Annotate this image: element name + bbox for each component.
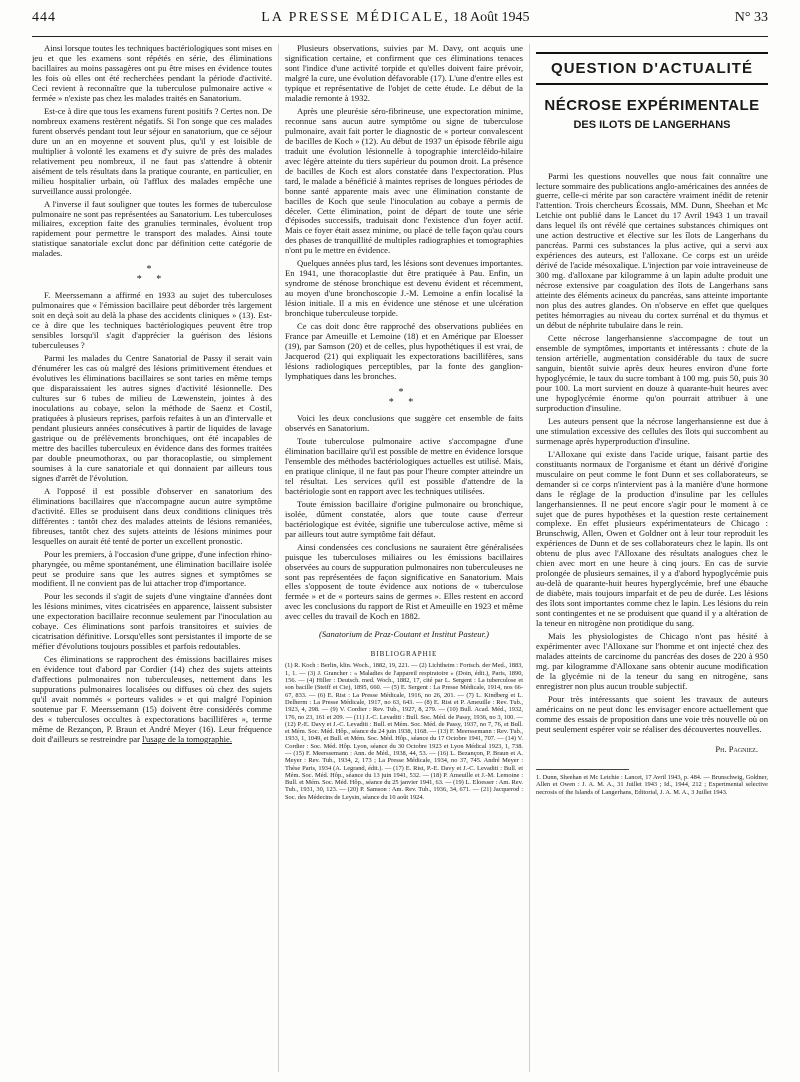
text-run: Ces éliminations se rapprochent des émissions bacillaires mises en évidence tout d'abord par Cordier (14) chez des sujets atteints d'affections pulmonaires non tuberculeuses, nettement dans les suppurations pulmonaires localisées ou diffuses où chez des sujets qu'il avait nommés « porteurs valides » et qui malgré l'opinion soutenue par F. Meerssemann (15) doivent être considérés comme des « tuberculoses occultes à expectorations bacillifères », terme même de Rezançon, P. Braun et André Meyer (16). Leur fréquence doit d'ailleurs se restreindre par — [32, 654, 272, 744]
page-header — [32, 10, 768, 37]
paragraph: Pour très intéressants que soient les travaux de auteurs américains on ne peut donc les envisager encore actuellement que comme des essais de proposition dans une voie très nouvelle où on peut seulement espérer voir se réaliser des découvertes nouvelles. — [536, 693, 768, 734]
paragraph: Les auteurs pensent que la nécrose langerhansienne est due à une stimulation excessive des cellules des îlots qui succombent au surmenage après hyperproduction d'insuline. — [536, 415, 768, 446]
section-separator: * * * — [388, 386, 420, 408]
underlined-text: l'usage de la tomographie. — [142, 734, 232, 744]
paragraph: Est-ce à dire que tous les examens furent positifs ? Certes non. De nombreux examens restèrent négatifs. Si l'on songe que ces malades furent observés pendant tout leur séjour en sanatorium, que ce séjour dure un an en moyenne et souvent plus, qu'il y est loisible de multiplier à volonté les examens et d'y suivre de près des malades relativement peu nombreux, il ne faut pas s'attendre à obtenir aisément de tels résultats dans la pratique courante, en particulier, en milieu hospitalier urbain, où l'afflux des malades empêche une surveillance aussi prolongée. — [32, 105, 272, 196]
paragraph: L'Alloxane qui existe dans l'acide urique, faisant partie des constituants normaux de l'organisme et étant un dérivé d'origine musculaire on peut comme le font Dunn et ses collaborateurs, se demander si ce corps n'intervient pas à la manière d'une hormone dans le réglage de la production d'insuline par les cellules langerhansiennes. Il ne peut encore s'agir pour le moment à ce sujet que de pures hypothèses et la question reste certainement complexe. En effet plusieurs expérimentateurs de Chicago : Brunschwig, Allen, Owen et Goldner ont à leur tour reproduit les expériences de Dunn et de ses collaborateurs chez le lapin. Ils ont obtenu de plus avec l'Alloxane des résultats analogues chez le chien avec mort en une heure à cinq jours. En cas de survie prolongée de plusieurs semaines, il y a d'abord hypoglycémie puis au-delà de quarante-huit heures hyperglycémie, bref une ébauche de diabète, mais toujours imparfait et de peu de durée. Les lésions des îlots sont importantes comme chez le lapin. Les lésions du rein sont contingentes et ne se produisent que quand il y a altération de la teneur en nitrogène non protidique du sang. — [536, 448, 768, 629]
running-title — [261, 10, 529, 26]
paragraph: Ainsi lorsque toutes les techniques bactériologiques sont mises en jeu et que les examens sont répétés en série, des éliminations bacillaires au moins passagères ont pu être mises en évidence toutes les fois où elles ont été recherchées pendant la période d'activité. Ceci revient à reconnaître que la tuberculose pulmonaire active « fermée » n'existe pas chez les malades traités en Sanatorium. — [32, 44, 272, 103]
paragraph: A l'opposé il est possible d'observer en sanatorium des éliminations bacillaires que n'accompagne aucun autre symptôme d'activité. Elles se produisent dans deux conditions cliniques très différentes : tantôt chez des malades atteints de lésions remaniées, fibreuses, tantôt chez des sujets atteints de lésions minimes pour lesquelles on aurait été tenté de porter un excellent pronostic. — [32, 485, 272, 546]
section-separator: * * * — [136, 264, 168, 286]
paragraph: Quelques années plus tard, les lésions sont devenues importantes. En 1941, une thoracoplastie dut être pratiquée à Pau. Enfin, un syndrome de sténose bronchique est devenu évident et récemment, au moyen d'une bronchoscopie J.-M. Lemoine a enfin localisé la lésion initiale. Il a mis en évidence une sténose et une ulcération bronchique tuberculeuse torpide. — [285, 258, 523, 319]
paragraph: Parmi les malades du Centre Sanatorial de Passy il serait vain d'énumérer les cas où malgré des lésions primitivement étendues et évolutives les éliminations bacillaires se sont taries en même temps que disparaissaient les autres signes d'activité lésionnelle. Des cultures sur 6 tubes de milieu de Lœwenstein, jointes à des inoculations au cobaye, selon la méthode de Saenz et Costil, pratiquées à plusieurs reprises, parfois refaites à un an d'intervalle et pendant plusieurs années consécutives à partir de liquides de lavage gastrique ou de prélèvements bronchiques, ont été incapables de mettre des bacilles tuberculeux en évidence dans des formes traitées par double pneumothorax, ou par thoracoplastie, ou simplement soumises à la cure sanatoriale et qui donnaient par ailleurs tous signes d'arrêt de l'évolution. — [32, 353, 272, 483]
affiliation: (Sanatorium de Praz-Coutant et Institut Pasteur.) — [319, 629, 489, 640]
column-right — [536, 44, 768, 1072]
paragraph: Voici les deux conclusions que suggère cet ensemble de faits observés en Sanatorium. — [285, 412, 523, 433]
issue-number: N° 33 — [734, 10, 768, 25]
column-divider — [278, 44, 279, 1072]
paragraph: Mais les physiologistes de Chicago n'ont pas hésité à expérimenter avec l'Alloxane sur l'homme et ont injecté chez des malades atteints de carcinome du pancréas des doses de 220 à 950 mg. par kilogramme d'Alloxane sans obtenir aucune modification de la glycémie ni de la teneur du sang en nitrogène, sans enregistrer non plus aucun trouble subjectif. — [536, 631, 768, 691]
section-heading: QUESTION D'ACTUALITÉ — [536, 52, 768, 85]
column-left — [32, 44, 272, 1072]
paragraph: Après une pleurésie séro-fibrineuse, une expectoration minime, reconnue sans aucun autre symptôme ou signe de tuberculose pulmonaire, avait fait porter le diagnostic de « porteur convalescent de bacilles de Koch » (12). Au début de 1937 un épisode fébrile aigu traduit une évolution lésionnelle à topographie intercléido-hilaire avec légère atteinte du tiers supérieur du poumon droit. La présence de bacilles de Koch est alors constatée dans l'expectoration. Plus tard, le malade a bénéficié à maintes reprises de longues périodes de bonne santé apparente mais avec une élimination constante de bacilles de Koch que seule l'inoculation au cobaye a permis de déceler. Cette élimination, point de départ de toute une série d'épisodes successifs, traduisait donc l'existence d'un foyer actif. Mais ce foyer était assez minime, ou placé de telle façon qu'au cours des phases de tranquillité de multiples radiographies et tomographies n'ont pu le mettre en évidence. — [285, 105, 523, 256]
paragraph — [32, 655, 272, 745]
column-divider — [529, 44, 530, 1072]
paragraph: Plusieurs observations, suivies par M. Davy, ont acquis une signification certaine, et confirment que ces éliminations tenaces sont l'indice d'une activité torpide et qu'elles doivent faire prévoir, malgré la cure, une évolution défavorable (17). L'une d'entre elles est typique et représentative de l'objet de cette étude. Le début de la maladie remonte à 1932. — [285, 44, 523, 103]
article-subtitle: DES ILOTS DE LANGERHANS — [573, 118, 731, 131]
issue-date: 18 Août 1945 — [453, 10, 530, 25]
paragraph: Ainsi condensées ces conclusions ne sauraient être généralisées puisque les tuberculoses miliaires ou les émissions bacillaires observées au cours de suppuration pulmonaires non tuberculeuses ne sont pas représentées de façon significative en Sanatorium. Mais elles s'opposent de toute évidence aux notions de « tuberculose fermée » et de « porteurs sains de germes ». Elles restent en accord avec les conclusions du rapport de Rist et Ameuille en 1923 et même avec celles du travail de Koch en 1882. — [285, 541, 523, 622]
paragraph: Pour les seconds il s'agit de sujets d'une vingtaine d'années dont les lésions minimes, vites cicatrisées en apparence, laissent subsister une expectoration bacillaire reconnue seulement par l'inoculation au cobaye. Ces éliminations sont parfois transitoires et suivies de cicatrisation définitive. Lorsqu'elles sont persistantes il importe de se méfier d'évolutions toujours possibles et parfois redoutables. — [32, 591, 272, 652]
article-title: NÉCROSE EXPÉRIMENTALE — [544, 97, 760, 115]
bibliography: (1) R. Koch : Berlin, klin. Woch., 1882, 19, 221. — (2) Lichtheim : Fortsch. der Med., 1883, 1, 1. — (3) J. Grancher : « Maladies de l'appareil respiratoire » (Doin, édit.), Paris, 1890, 156. — (4) Hiller : Deutsch. med. Woch., 1882, 17, cité par L. Sergent : La tuberculose et son bacille (Steiff et Cie), 1895, 660. — (5) E. Sergent : La Presse Médicale, 1914, nos 66-67, 833. — (6) E. Rist : La Presse Médicale, 1916, no 26, 201. — (7) L. Kindberg et L. Delherm : La Presse Médicale, 1917, no 63, 643. — (8) E. Rist et P. Ameuille : Rev. Tub., 1923, 4, 298. — (9) V. Cordier : Rev. Tub., 1927, 8, 279. — (10) Bull. Acad. Méd., 1932, 176, no 23, 161 et 209. — (11) J.-C. Levaditi : Bull. Soc. Méd. de Passy, 1936, no 3, 100. — (12) P.-E. Davy et J.-C. Levaditi : Bull. et Mém. Soc. Méd. de Passy, 1937, no 7, 76, et Bull. et Mém. Soc. Méd. Hôp., séance du 24 juin 1938, 1168. — (13) F. Meerssemann : Rev. Tub., 1933, 1, 1049, et Bull. et Mém. Soc. Méd. Hôp., séance du 17 Octobre 1941, 707. — (14) V. Cordier : Soc. Méd. Hôp. Lyon, séance du 30 Octobre 1923 et Lyon Médical 1923, 1, 738. — (15) F. Meerssemann : Ann. de Méd., 1938, 44, 53. — (16) L. Bezançon, P. Braun et A. Meyer : Rev. Tub., 1934, 2, 173 ; La Presse Médicale, 1934, no 37, 745. André Meyer : Thèse Paris, 1934 (A. Legrand, édit.). — (17) E. Rist, P.-E. Davy et J.-C. Levaditi : Bull. et Mém. Soc. Méd. Hôp., séance du 13 juin 1941, 532. — (18) P. Ameuille et J.-M. Lemoine : Bull. et Mém. Soc. Méd. Hôp., séance du 25 janvier 1941, 63. — (19) L. Eloesser : Am. Rev. Tub., 1931, 30, 123. — (20) P. Samson : Am. Rev. Tub., 1936, 34, 671. — (21) Jacquerod : Soc. des Médecins de Leysin, séance du 10 août 1924. — [285, 662, 523, 801]
footnotes: 1. Dunn, Sheehan et Mc Letchie : Lancet, 17 Avril 1943, p. 484. — Brunschwig, Goldner, Allen et Owen : J. A. M. A., 31 Juillet 1943 ; Id., 1944, 212 ; Experimental selective necrosis of the Islands of Langerhans, Editorial, J. A. M. A., 3 Juillet 1943. — [536, 773, 768, 796]
journal-name: LA PRESSE MÉDICALE, — [261, 10, 450, 25]
paragraph: A l'inverse il faut souligner que toutes les formes de tuberculose pulmonaire ne sont pas représentées au Sanatorium. Les tuberculoses miliaires, exception faite des granulies terminales, évoluent trop rapidement pour permettre le transport des malades. Ainsi toute statistique sanatoriale exclut donc par définition cette catégorie de malades. — [32, 198, 272, 259]
bibliography-heading: BIBLIOGRAPHIE — [370, 650, 438, 659]
paragraph: Pour les premiers, à l'occasion d'une grippe, d'une infection rhino-pharyngée, ou même spontanément, une élimination bacillaire isolée peut se produire sans que les autres signes et symptômes se modifient. Il ne convient pas de lui attacher trop d'importance. — [32, 548, 272, 589]
paragraph: Ce cas doit donc être rapproché des observations publiées en France par Ameuille et Lemoine (18) et en Amérique par Eloesser (19), par Samson (20) et de celles, plus hypothétiques il est vrai, de Jacquerod (21) qui expliquait les expectorations bacillifères, sans lésions radiologiques perceptibles, par la fonte des ganglion-lymphatiques dans les bronches. — [285, 321, 523, 381]
paragraph: F. Meerssemann a affirmé en 1933 au sujet des tuberculoses pulmonaires que « l'émission bacillaire peut déborder très largement soit en deçà soit au delà la phase des accidents cliniques » (13). Est-ce à dire que les techniques bactériologiques peuvent être trop sensibles lorsqu'il s'agit d'apprécier la guérison des lésions tuberculeuses ? — [32, 290, 272, 351]
author-signature: Ph. Pagniez. — [715, 743, 758, 754]
paragraph: Toute tuberculose pulmonaire active s'accompagne d'une élimination bacillaire qu'il est possible de mettre en évidence lorsque l'ensemble des méthodes bactériologiques actuelles est utilisé. Mais, en pratique clinique, il ne faut pas pour l'heure compter atteindre un tel résultat. Les services qu'il est possible d'attendre de la bactériologie sont en rapport avec les techniques utilisées. — [285, 435, 523, 496]
paragraph: Parmi les questions nouvelles que nous fait connaître une lecture sommaire des publications anglo-américaines des années de guerre, celle-ci mérite par son caractère vraiment inédit de retenir l'attention. Trois chercheurs Écossais, MM. Dunn, Sheehan et Mc Letchie ont publié dans le Lancet du 17 Avril 1943 1 un travail dans lequel ils ont révélé que certaines substances chimiques ont une action destructive et élective sur les îlots de Langerhans du pancréas. Parmi ces substances la plus active, qui a servi aux expériences des auteurs, est l'alloxane. Ce corps est un uréide dérivé de l'acide mésoxalique. L'injection par voie intraveineuse de 300 mg. d'alloxane par kilogramme à un lapin adulte produit une nécrose extensive par coagulation des îlots de Langerhans sans atteinte des éléments acineux du pancréas, sans atteinte importante non plus des autres glandes. On n'observe en effet que quelques petites hémorragies au niveau du cortex surrénal et du thymus et un début de néphrite tubulaire dans le rein. — [536, 170, 768, 331]
paragraph: Toute émission bacillaire d'origine pulmonaire ou bronchique, isolée, dûment constatée, alors que toute cause d'erreur bactériologique est évitée, signifie une tuberculose active, même si par ailleurs tout autre symptôme fait défaut. — [285, 498, 523, 539]
paragraph: Cette nécrose langerhansienne s'accompagne de tout un ensemble de symptômes, importants et intéressants : chute de la tension artérielle, augmentation considérable du taux de sucre sanguin, bientôt suivie après deux heures environ d'une forte hypoglycémie, le taux du sucre tombant à 100 mg. puis 50, puis 30 pour 100. La mort survient en douze à quarante-huit heures avec une hypoglycémie énorme qu'on pourrait attribuer à une surproduction d'insuline. — [536, 333, 768, 413]
footnote-rule — [536, 769, 629, 770]
page-number: 444 — [32, 10, 56, 25]
column-middle — [285, 44, 523, 1072]
